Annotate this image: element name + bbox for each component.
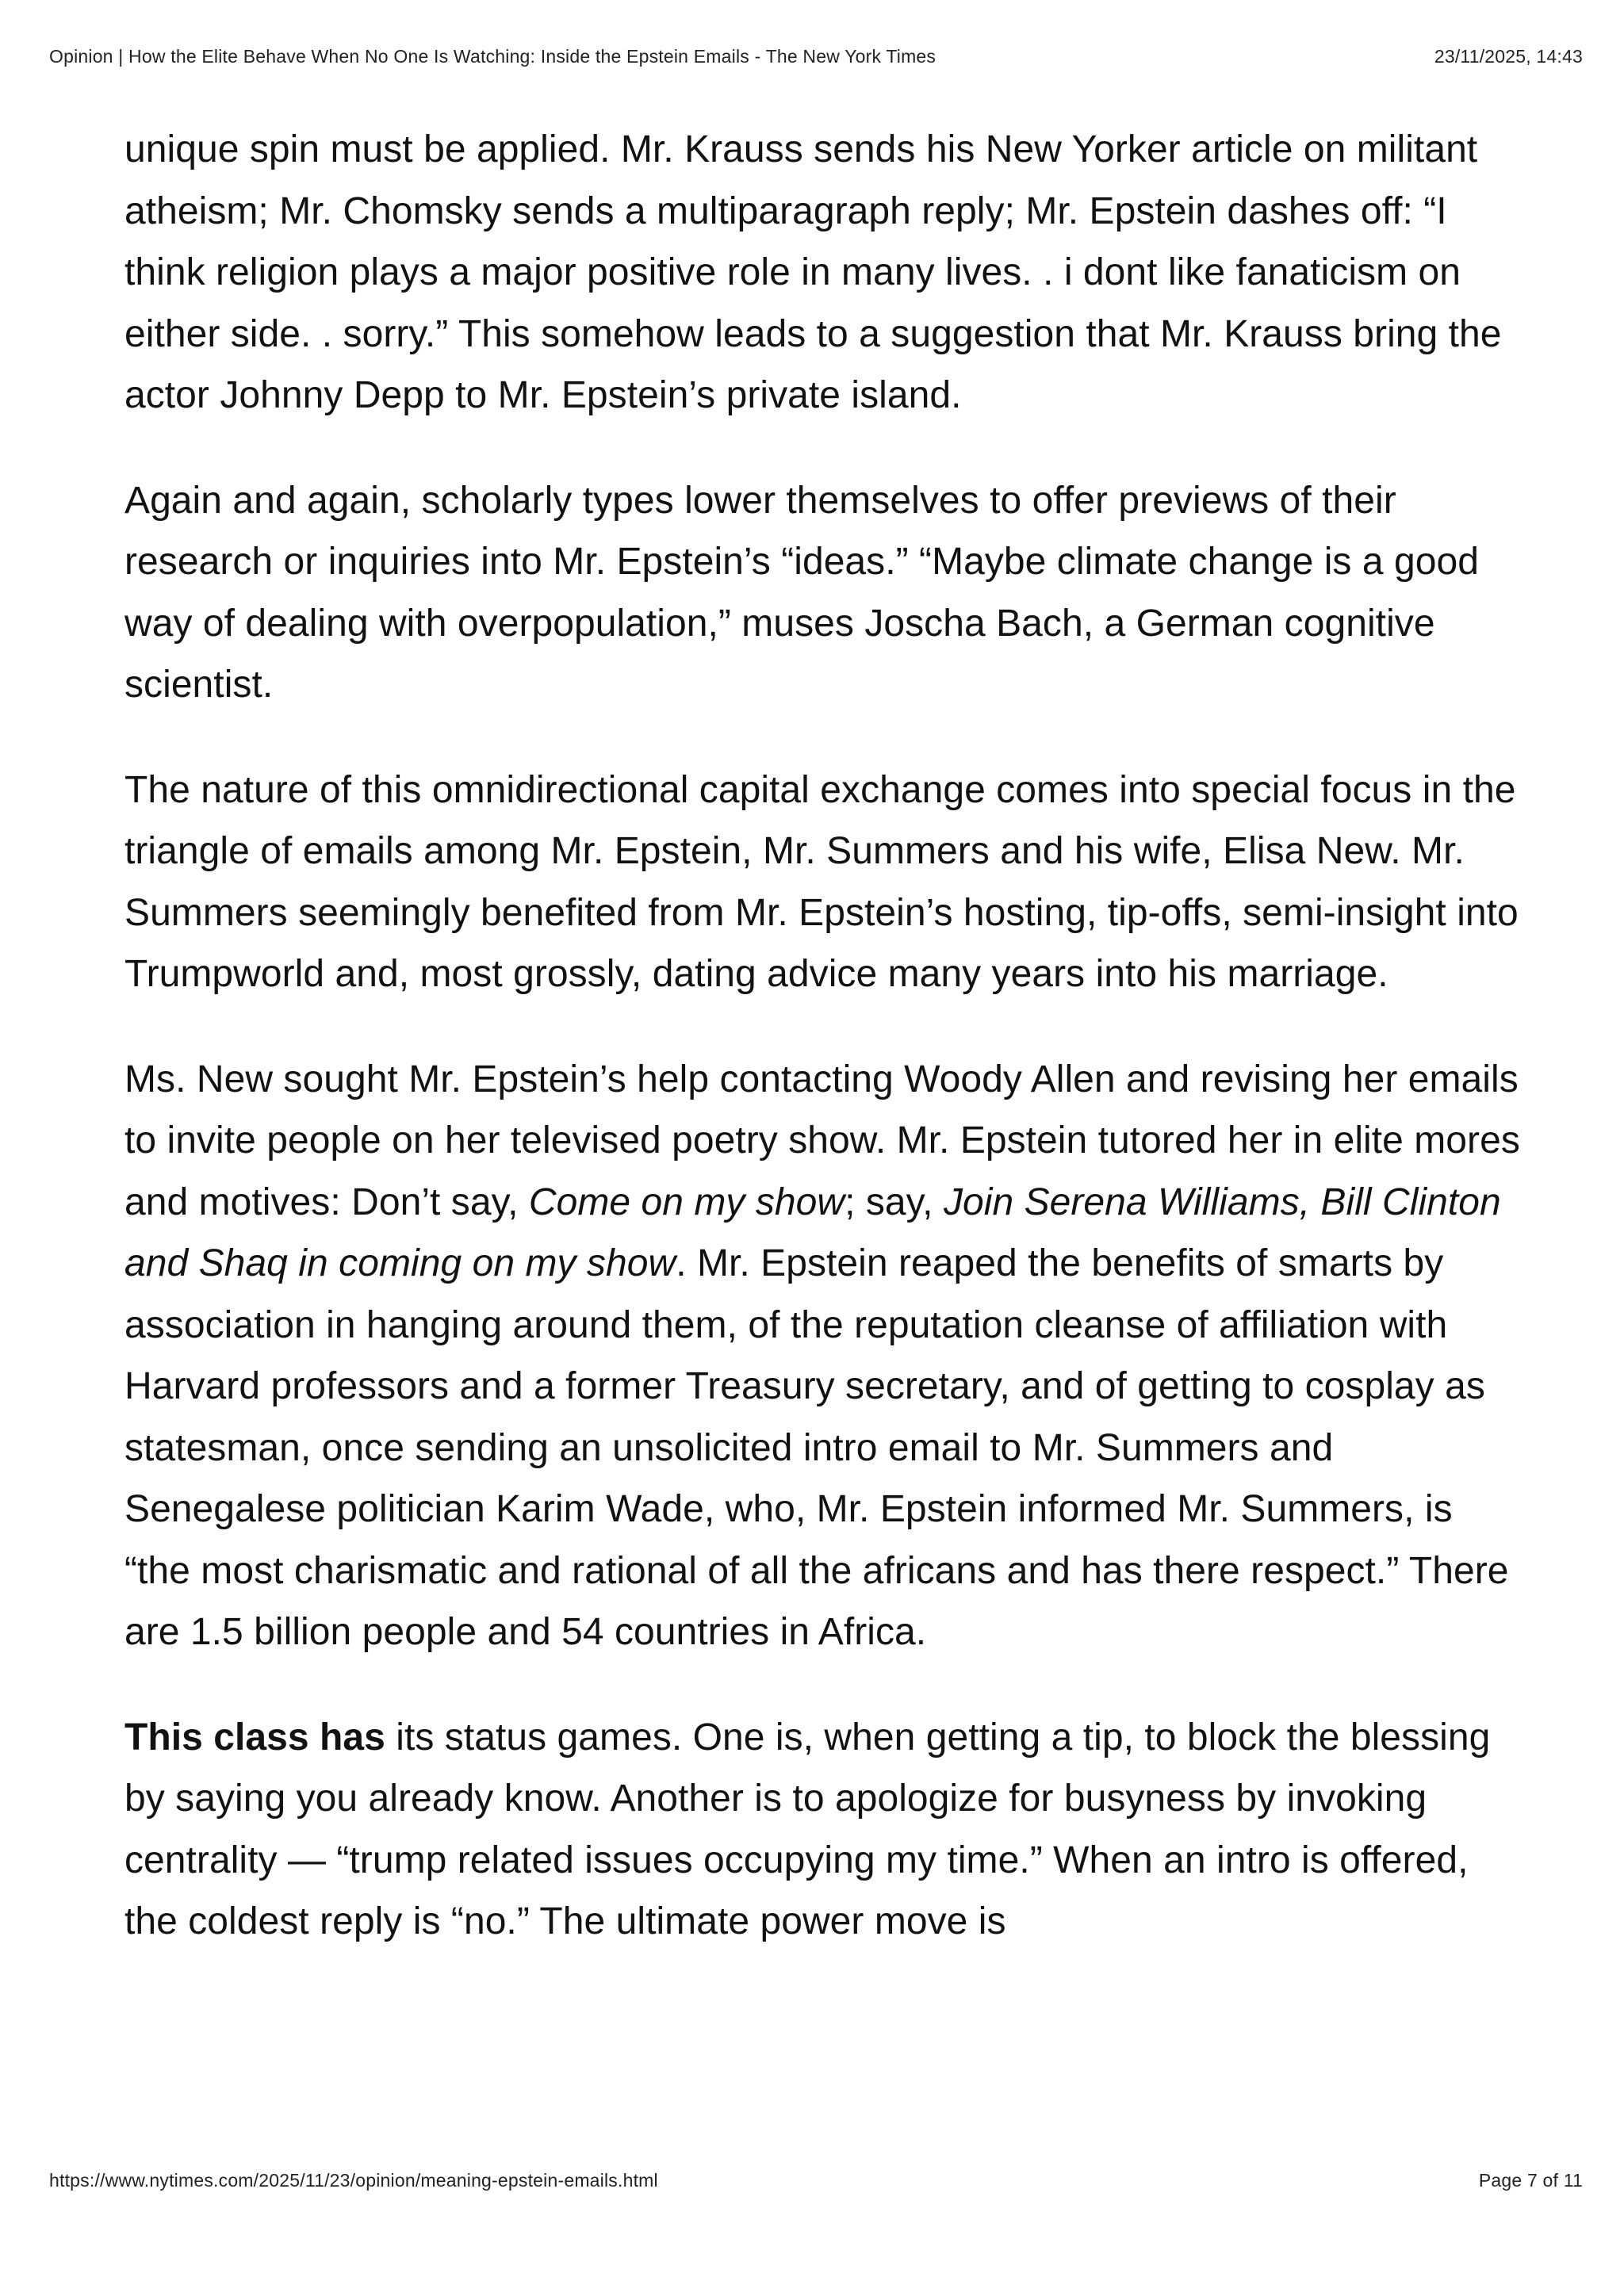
article-body <box>124 119 1520 1953</box>
print-datetime: 23/11/2025, 14:43 <box>1434 46 1583 67</box>
paragraph-4-text-a: Ms. New sought Mr. Epstein’s help contacting Woody Allen and revising her emails to invite people on her televised poetry show. Mr. Epstein tutored her in elite mores and motives: Don’t say, <box>124 1058 1520 1223</box>
paragraph-4-italic-1: Come on my show <box>528 1181 845 1223</box>
print-footer <box>49 2170 1583 2191</box>
paragraph-5-text: its status games. One is, when getting a tip, to block the blessing by saying you already know. Another is to apologize for busyness by invoking centrality — “trump related issues occupying my time.” When an intro is offered, the coldest reply is “no.” The ultimate power move is <box>124 1716 1491 1942</box>
print-header <box>49 46 1583 67</box>
paragraph-4-text-c: . Mr. Epstein reaped the benefits of smarts by association in hanging around them, of the reputation cleanse of affiliation with Harvard professors and a former Treasury secretary, and of getting to cosplay as statesman, once sending an unsolicited intro email to Mr. Summers and Senegalese politician Karim Wade, who, Mr. Epstein informed Mr. Summers, is “the most charismatic and rational of all the africans and has there respect.” There are 1.5 billion people and 54 countries in Africa. <box>124 1242 1509 1653</box>
paragraph-3: The nature of this omnidirectional capital exchange comes into special focus in the triangle of emails among Mr. Epstein, Mr. Summers and his wife, Elisa New. Mr. Summers seemingly benefited from Mr. Epstein’s hosting, tip-offs, semi-insight into Trumpworld and, most grossly, dating advice many years into his marriage. <box>124 768 1519 995</box>
paragraph-4 <box>124 1049 1520 1663</box>
paragraph-1: unique spin must be applied. Mr. Krauss sends his New Yorker article on militant atheism; Mr. Chomsky sends a multiparagraph reply; Mr. Epstein dashes off: “I think religion plays a major positive role in many lives. . i dont like fanaticism on either side. . sorry.” This somehow leads to a suggestion that Mr. Krauss bring the actor Johnny Depp to Mr. Epstein’s private island. <box>124 128 1502 416</box>
page-url: https://www.nytimes.com/2025/11/23/opinion/meaning-epstein-emails.html <box>49 2170 658 2191</box>
paragraph-4-italic-2: Join Serena Williams, Bill Clinton and Shaq in coming on my show <box>124 1181 1501 1284</box>
paragraph-2: Again and again, scholarly types lower themselves to offer previews of their research or inquiries into Mr. Epstein’s “ideas.” “Maybe climate change is a good way of dealing with overpopulation,” muses Joscha Bach, a German cognitive scientist. <box>124 479 1479 706</box>
paragraph-5-lead-in: This class has <box>124 1716 385 1758</box>
paragraph-5 <box>124 1707 1520 1953</box>
paragraph-4-text-b: ; say, <box>845 1181 944 1223</box>
page-indicator: Page 7 of 11 <box>1478 2170 1583 2191</box>
document-title: Opinion | How the Elite Behave When No One Is Watching: Inside the Epstein Emails - The New York Times <box>49 46 936 67</box>
